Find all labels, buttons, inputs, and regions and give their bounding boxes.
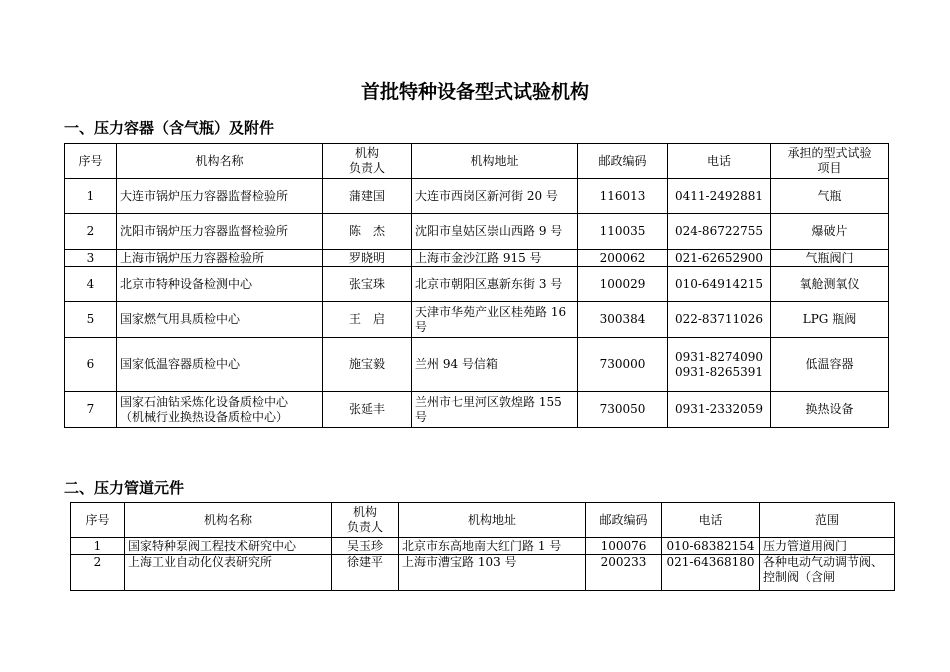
cell-postcode: 100076 [586,538,662,555]
cell-seq: 1 [65,179,117,214]
table-header-row [65,144,889,179]
cell-head: 罗晓明 [323,250,412,267]
cell-phone-line1: 0931-8274090 [674,349,764,364]
cell-item: LPG 瓶阀 [771,302,889,338]
header-head-line2: 负责人 [346,520,383,534]
header-name: 机构名称 [117,144,323,179]
cell-seq: 7 [65,392,117,428]
cell-address: 天津市华苑产业区桂苑路 16 号 [412,302,578,338]
cell-head: 吴玉珍 [332,538,399,555]
section-heading-pressure-vessels: 一、压力容器（含气瓶）及附件 [64,119,275,137]
pipeline-component-institutions-table [70,502,895,591]
cell-address: 兰州 94 号信箱 [412,338,578,392]
header-address: 机构地址 [412,144,578,179]
cell-phone [668,338,771,392]
table-row [71,538,895,555]
cell-item: 气瓶阀门 [771,250,889,267]
cell-phone: 0931-2332059 [668,392,771,428]
cell-phone: 021-64368180 [662,555,760,591]
cell-seq: 6 [65,338,117,392]
cell-address: 大连市西岗区新河街 20 号 [412,179,578,214]
cell-item: 低温容器 [771,338,889,392]
cell-name: 沈阳市锅炉压力容器监督检验所 [117,214,323,250]
cell-postcode: 100029 [578,267,668,302]
cell-postcode: 200233 [586,555,662,591]
cell-phone: 024-86722755 [668,214,771,250]
header-item-line1: 承担的型式试验 [787,146,872,160]
header-head-line1: 机构 [352,505,377,519]
cell-address: 上海市金沙江路 915 号 [412,250,578,267]
section-heading-pipeline-components: 二、压力管道元件 [64,479,185,497]
table-header-row [71,503,895,538]
cell-name-line2: （机械行业换热设备质检中心） [120,409,289,424]
cell-postcode: 730000 [578,338,668,392]
header-seq: 序号 [65,144,117,179]
cell-item: 爆破片 [771,214,889,250]
cell-phone-line2: 0931-8265391 [674,364,764,379]
cell-name: 上海市锅炉压力容器检验所 [117,250,323,267]
cell-item: 换热设备 [771,392,889,428]
cell-postcode: 300384 [578,302,668,338]
header-head-line1: 机构 [354,146,379,160]
cell-scope: 压力管道用阀门 [760,538,895,555]
header-name: 机构名称 [125,503,332,538]
header-phone: 电话 [662,503,760,538]
cell-seq: 5 [65,302,117,338]
cell-name [117,392,323,428]
table-row [65,250,889,267]
cell-name: 国家燃气用具质检中心 [117,302,323,338]
cell-head: 蒲建国 [323,179,412,214]
cell-item: 氧舱测氧仪 [771,267,889,302]
cell-name: 大连市锅炉压力容器监督检验所 [117,179,323,214]
cell-address: 沈阳市皇姑区崇山西路 9 号 [412,214,578,250]
cell-item: 气瓶 [771,179,889,214]
table-row [65,214,889,250]
header-item [771,144,889,179]
cell-head: 施宝毅 [323,338,412,392]
page-title: 首批特种设备型式试验机构 [360,81,589,103]
cell-seq: 1 [71,538,125,555]
cell-phone: 022-83711026 [668,302,771,338]
cell-name-line1: 国家石油钻采炼化设备质检中心 [120,394,289,409]
cell-postcode: 116013 [578,179,668,214]
cell-head: 王 启 [323,302,412,338]
cell-head: 张宝珠 [323,267,412,302]
table-row [65,267,889,302]
table-row [65,302,889,338]
cell-scope: 各种电动气动调节阀、控制阀（含闸 [760,555,895,591]
header-phone: 电话 [668,144,771,179]
table-row [65,179,889,214]
cell-phone: 0411-2492881 [668,179,771,214]
cell-name: 上海工业自动化仪表研究所 [125,555,332,591]
cell-head: 陈 杰 [323,214,412,250]
cell-address: 上海市漕宝路 103 号 [399,555,586,591]
header-postcode: 邮政编码 [578,144,668,179]
pressure-vessel-institutions-table [64,143,889,428]
table-row [71,555,895,591]
cell-head: 徐建平 [332,555,399,591]
header-head [323,144,412,179]
cell-postcode: 730050 [578,392,668,428]
cell-postcode: 110035 [578,214,668,250]
header-postcode: 邮政编码 [586,503,662,538]
header-scope: 范围 [760,503,895,538]
cell-seq: 3 [65,250,117,267]
header-head [332,503,399,538]
header-head-line2: 负责人 [348,161,385,175]
cell-name: 国家特种泵阀工程技术研究中心 [125,538,332,555]
header-seq: 序号 [71,503,125,538]
cell-address: 北京市朝阳区惠新东街 3 号 [412,267,578,302]
cell-address: 兰州市七里河区敦煌路 155 号 [412,392,578,428]
table-row [65,392,889,428]
cell-phone: 010-68382154 [662,538,760,555]
cell-name: 国家低温容器质检中心 [117,338,323,392]
cell-seq: 4 [65,267,117,302]
header-address: 机构地址 [399,503,586,538]
header-item-line2: 项目 [817,161,842,175]
cell-name: 北京市特种设备检测中心 [117,267,323,302]
cell-address: 北京市东高地南大红门路 1 号 [399,538,586,555]
cell-postcode: 200062 [578,250,668,267]
cell-seq: 2 [65,214,117,250]
cell-phone: 021-62652900 [668,250,771,267]
cell-phone: 010-64914215 [668,267,771,302]
cell-head: 张延丰 [323,392,412,428]
cell-seq: 2 [71,555,125,591]
table-row [65,338,889,392]
